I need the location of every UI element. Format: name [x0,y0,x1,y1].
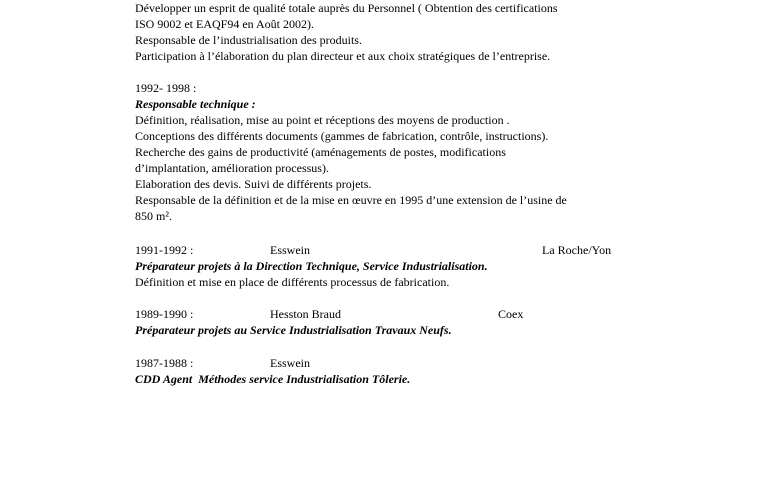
job-title: Préparateur projets à la Direction Technique, Service Industrialisation. [135,259,488,273]
job-location: Coex [498,307,524,321]
job-description-line: Conceptions des différents documents (gammes de fabrication, contrôle, instructions). [135,129,549,143]
job-title: CDD Agent Méthodes service Industrialisation Tôlerie. [135,372,411,386]
job-description-line: 850 m². [135,209,172,223]
job-description-line: Responsable de la définition et de la mise en œuvre en 1995 d’une extension de l’usine de [135,193,567,207]
job-description-line: d’implantation, amélioration processus). [135,161,329,175]
job-title: Responsable technique : [135,97,256,111]
job-description-line: Recherche des gains de productivité (aménagements de postes, modifications [135,145,506,159]
job-company: Esswein [270,356,310,370]
job-title: Préparateur projets au Service Industrialisation Travaux Neufs. [135,323,452,337]
job-period: 1992- 1998 : [135,81,197,95]
job-description-line: Définition et mise en place de différents processus de fabrication. [135,275,450,289]
job-description-line: Définition, réalisation, mise au point et réceptions des moyens de production . [135,113,510,127]
job-period: 1987-1988 : [135,356,194,370]
job-period: 1991-1992 : [135,243,194,257]
job-period: 1989-1990 : [135,307,194,321]
intro-line: Participation à l’élaboration du plan directeur et aux choix stratégiques de l’entreprise. [135,49,551,63]
job-company: Hesston Braud [270,307,341,321]
job-location: La Roche/Yon [542,243,612,257]
job-description-line: Elaboration des devis. Suivi de différents projets. [135,177,372,191]
intro-line: Développer un esprit de qualité totale auprès du Personnel ( Obtention des certifications [135,1,558,15]
job-company: Esswein [270,243,310,257]
intro-line: ISO 9002 et EAQF94 en Août 2002). [135,17,314,31]
intro-line: Responsable de l’industrialisation des produits. [135,33,362,47]
